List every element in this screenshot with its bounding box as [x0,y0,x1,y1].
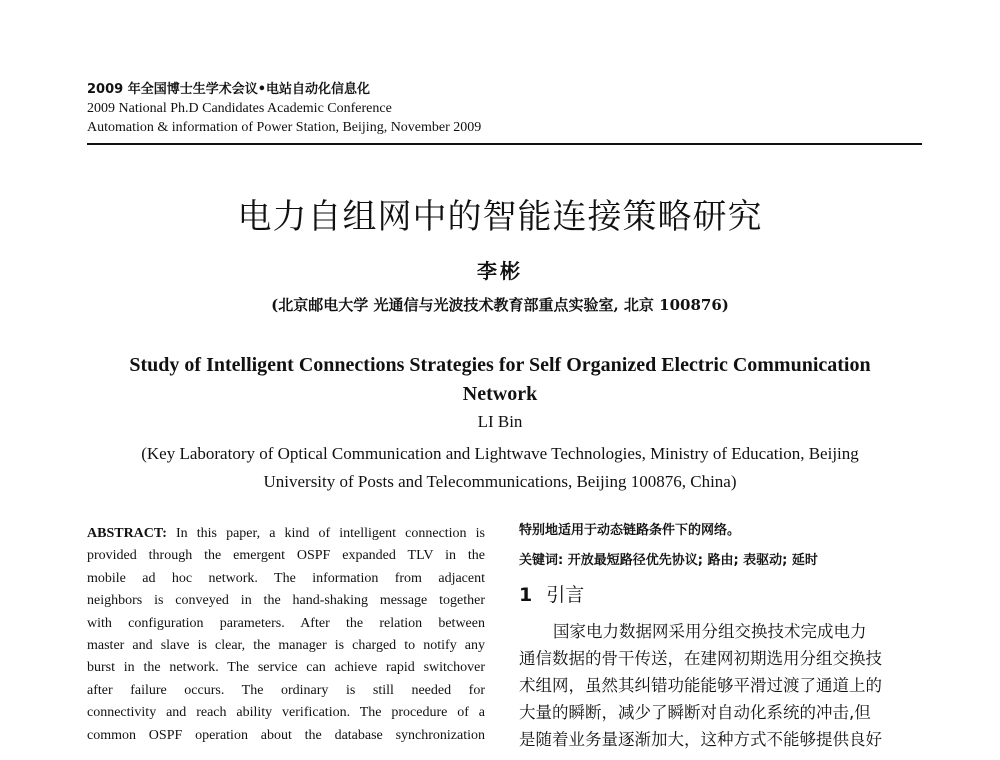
section-number: 1 [519,584,533,606]
body-line: 通信数据的骨干传送，在建网初期选用分组交换技 [519,649,882,668]
abstract-line: provided through the emergent OSPF expanded TLV in the [87,548,485,564]
abstract-line: neighbors is conveyed in the hand-shaking message together [87,593,485,609]
abstract-en [87,523,485,747]
affiliation-cn: (北京邮电大学 光通信与光波技术教育部重点实验室, 北京 100876) [271,296,729,314]
paper-title-en-line1: Study of Intelligent Connections Strategies for Self Organized Electric Communication [129,354,871,376]
right-column [519,520,919,753]
conference-name-en: 2009 National Ph.D Candidates Academic Conference [87,101,392,116]
paper-title-en-line2: Network [462,383,538,405]
author-cn: 李彬 [477,259,523,283]
abstract-line: master and slave is clear, the manager is charged to notify any [87,638,485,654]
section-heading [519,582,919,608]
abstract-line: burst in the network. The service can achieve rapid switchover [87,660,485,676]
abstract-line: connectivity and reach ability verification. The procedure of a [87,705,485,721]
conference-venue: Automation & information of Power Station, Beijing, November 2009 [87,120,482,135]
body-line: 术组网，虽然其纠错功能能够平滑过渡了通道上的 [519,676,882,695]
keywords [519,550,919,572]
conference-header [87,80,922,137]
keywords-label: 关键词: [519,553,564,568]
abstract-label: ABSTRACT: [87,526,167,541]
section-title: 引言 [546,584,585,606]
author-en: LI Bin [477,412,523,431]
abstract-line: mobile ad hoc network. The information from adjacent [87,570,485,586]
body-line: 是随着业务量逐渐加大，这种方式不能够提供良好 [519,730,882,749]
abstract-line: common OSPF operation about the database synchronization [87,727,485,743]
body-line: 国家电力数据网采用分组交换技术完成电力 [553,622,867,641]
header-divider [87,143,922,145]
affiliation-en-line2: University of Posts and Telecommunications, Beijing 100876, China) [263,472,737,491]
paper-title-en [90,351,910,409]
abstract-line: ABSTRACT: In this paper, a kind of intelligent connection is [87,526,485,541]
affiliation-en-line1: (Key Laboratory of Optical Communication and Lightwave Technologies, Ministry of Education, Beijing [141,444,859,463]
body-line: 大量的瞬断，减少了瞬断对自动化系统的冲击,但 [519,703,871,722]
abstract-line: with configuration parameters. After the relation between [87,615,485,631]
keywords-text: 开放最短路径优先协议; 路由; 表驱动; 延时 [567,553,818,568]
abstract-cn-end: 特别地适用于动态链路条件下的网络。 [519,523,741,538]
section-body [519,618,919,753]
paper-title-cn: 电力自组网中的智能连接策略研究 [237,197,763,237]
abstract-line: after failure occurs. The ordinary is still needed for [87,682,485,698]
conference-name-cn: 2009 年全国博士生学术会议•电站自动化信息化 [87,82,371,97]
affiliation-en [100,440,900,496]
